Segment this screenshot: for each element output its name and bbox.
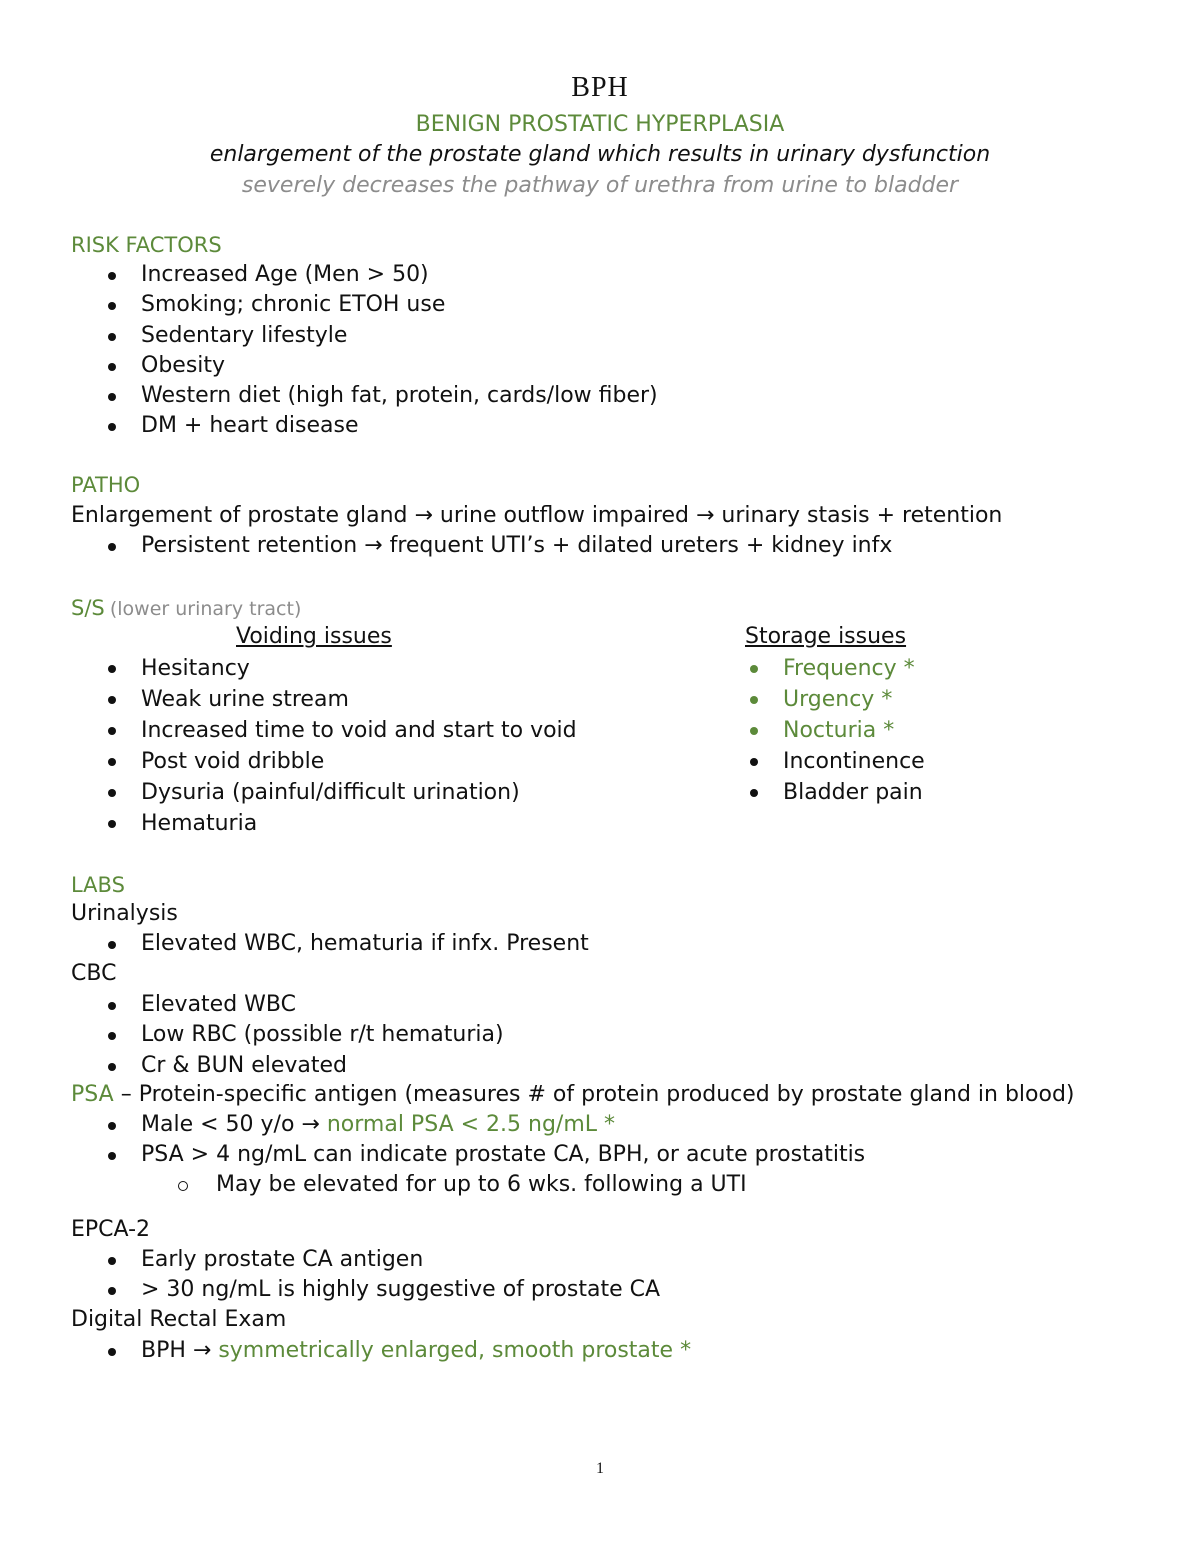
page-subtitle: BENIGN PROSTATIC HYPERPLASIA: [415, 112, 785, 137]
normal-psa-highlight: normal PSA < 2.5 ng/mL *: [326, 1112, 616, 1137]
voiding-issues-title: Voiding issues: [236, 624, 392, 649]
urinalysis-label: Urinalysis: [71, 901, 178, 926]
definition-text: enlargement of the prostate gland which results in urinary dysfunction: [209, 142, 991, 167]
pathway-note: severely decreases the pathway of urethra from urine to bladder: [241, 173, 959, 198]
list-item: Obesity: [71, 351, 658, 381]
cbc-label: CBC: [71, 961, 117, 986]
list-item: Persistent retention → frequent UTI’s + dilated ureters + kidney infx: [71, 531, 892, 561]
list-item: Incontinence: [713, 746, 925, 777]
list-item: > 30 ng/mL is highly suggestive of prostate CA: [71, 1275, 660, 1305]
dre-item-prefix: BPH →: [141, 1338, 219, 1363]
epca-list: [71, 1245, 660, 1306]
list-item: Cr & BUN elevated: [71, 1051, 504, 1081]
labs-heading: LABS: [71, 873, 125, 897]
storage-issues-title: Storage issues: [745, 624, 907, 649]
dre-list: [71, 1336, 691, 1366]
list-item: Urgency *: [713, 684, 925, 715]
dre-highlight: symmetrically enlarged, smooth prostate *: [218, 1338, 692, 1363]
psa-item-prefix: Male < 50 y/o →: [141, 1112, 327, 1137]
list-item: Increased Age (Men > 50): [71, 260, 658, 290]
risk-factors-list: [71, 260, 658, 442]
ss-heading-row: [71, 596, 301, 620]
sub-list-item: May be elevated for up to 6 wks. following a UTI: [176, 1170, 747, 1200]
list-item: DM + heart disease: [71, 411, 658, 441]
patho-heading: PATHO: [71, 473, 141, 497]
cbc-list: [71, 990, 504, 1081]
list-item: Bladder pain: [713, 777, 925, 808]
list-item: [71, 1336, 691, 1366]
psa-label: PSA: [71, 1082, 114, 1107]
list-item: Hematuria: [71, 808, 577, 839]
list-item: Low RBC (possible r/t hematuria): [71, 1020, 504, 1050]
ss-heading: S/S: [71, 596, 105, 620]
page-number: 1: [596, 1460, 604, 1477]
list-item: Hesitancy: [71, 653, 577, 684]
patho-list: [71, 531, 892, 561]
list-item: [71, 1110, 865, 1140]
voiding-issues-list: [71, 653, 577, 839]
list-item: PSA > 4 ng/mL can indicate prostate CA, BPH, or acute prostatitis: [71, 1140, 865, 1170]
psa-list: [71, 1110, 865, 1171]
list-item: Increased time to void and start to void: [71, 715, 577, 746]
dre-label: Digital Rectal Exam: [71, 1307, 287, 1332]
list-item: Elevated WBC: [71, 990, 504, 1020]
ss-heading-note: (lower urinary tract): [109, 598, 302, 620]
list-item: Elevated WBC, hematuria if infx. Present: [71, 929, 589, 959]
psa-description: – Protein-specific antigen (measures # of protein produced by prostate gland in blood): [113, 1082, 1075, 1107]
list-item: Early prostate CA antigen: [71, 1245, 660, 1275]
page-title: BPH: [571, 72, 629, 103]
psa-line: [71, 1082, 1075, 1107]
psa-sub-list: [176, 1170, 747, 1200]
list-item: Post void dribble: [71, 746, 577, 777]
risk-factors-heading: RISK FACTORS: [71, 233, 222, 257]
storage-issues-list: [713, 653, 925, 808]
epca-label: EPCA-2: [71, 1217, 151, 1242]
list-item: Nocturia *: [713, 715, 925, 746]
list-item: Dysuria (painful/difficult urination): [71, 777, 577, 808]
urinalysis-list: [71, 929, 589, 959]
patho-line: Enlargement of prostate gland → urine outflow impaired → urinary stasis + retention: [71, 503, 1003, 528]
list-item: Smoking; chronic ETOH use: [71, 290, 658, 320]
list-item: Weak urine stream: [71, 684, 577, 715]
list-item: Sedentary lifestyle: [71, 321, 658, 351]
list-item: Frequency *: [713, 653, 925, 684]
list-item: Western diet (high fat, protein, cards/low fiber): [71, 381, 658, 411]
